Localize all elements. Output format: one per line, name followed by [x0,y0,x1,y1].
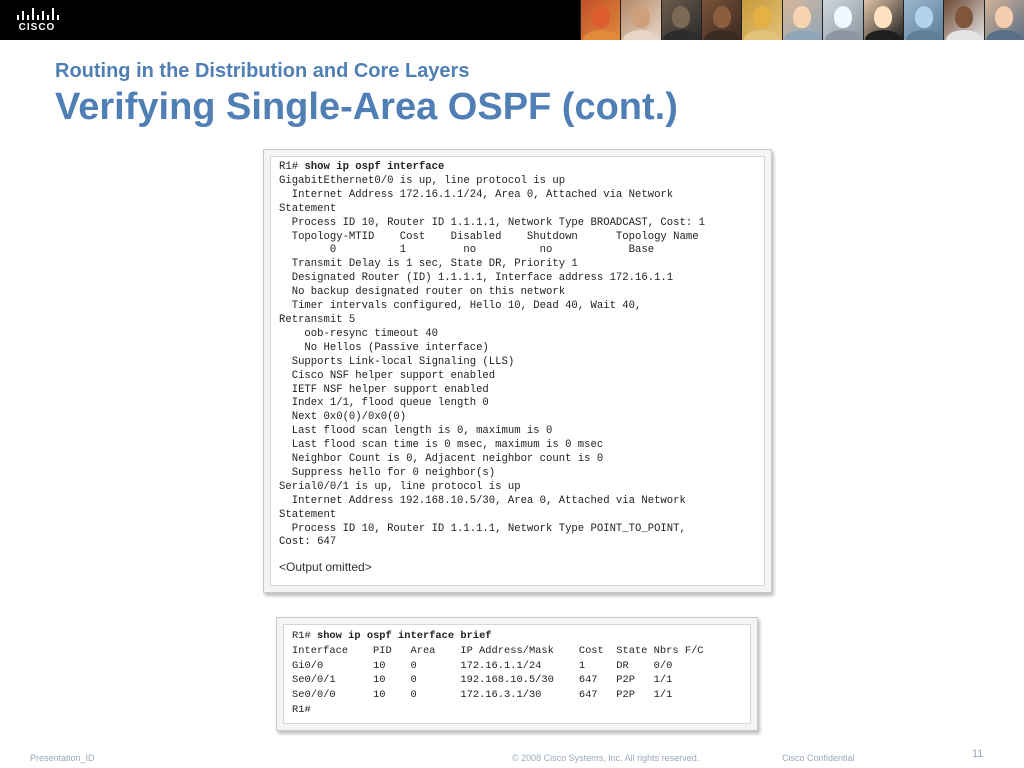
photo-face [753,6,771,28]
photo-face [995,6,1013,28]
photo-student-writing [822,0,862,40]
output-omitted-note: <Output omitted> [279,560,372,575]
footer-confidential: Cisco Confidential [782,753,855,763]
photo-shoulders [825,30,861,40]
photo-shoulders [704,30,740,40]
photo-texture-pattern [741,0,781,40]
footer-copyright: © 2008 Cisco Systems, Inc. All rights reserved. [512,753,700,763]
header-photo-strip [580,0,1024,40]
photo-face [632,6,650,28]
page-number: 11 [972,748,984,760]
photo-blue-scene [903,0,943,40]
photo-face [793,6,811,28]
terminal-ospf-interface [263,149,772,593]
photo-face [874,6,892,28]
cisco-logo-text: CISCO [18,22,56,33]
photo-girl-outdoors [782,0,822,40]
photo-shoulders [784,30,820,40]
photo-shoulders [583,30,619,40]
terminal-output-text: Interface PID Area IP Address/Mask Cost State Nbrs F/C Gi0/0 10 0 172.16.1.1/24 1 DR 0/0 Se0/0/1 10 0 192.168.10.5/30 647 P2P 1/1 Se0/0/0 10 0 172.16.3.1/30 647 P2P 1/1 [292,644,704,702]
photo-man-cap [984,0,1024,40]
terminal-end-prompt: R1# [292,703,311,716]
photo-shoulders [623,30,659,40]
footer-presentation-id: Presentation_ID [30,753,95,763]
terminal-prompt: R1# [279,161,305,173]
terminal-output-text: GigabitEthernet0/0 is up, line protocol is up Internet Address 172.16.1.1/24, Area 0, Attached via Network Statement Process ID 10, Router ID 1.1.1.1, Network Type BROADCAST, Cost: 1 Topology-MTID Cost Disabled Shutdown Topology Name 0 1 no no Base Transmit Delay is 1 sec, State DR, Priority 1 Designated Router (ID) 1.1.1.1, Interface address 172.16.1.1 No backup designated router on this network Timer intervals configured, Hello 10, Dead 40, Wait 40, Retransmit 5 oob-resync timeout 40 No Hellos (Passive interface) Supports Link-local Signaling (LLS) Cisco NSF helper support enabled IETF NSF helper support enabled Index 1/1, flood queue length 0 Next 0x0(0)/0x0(0) Last flood scan length is 0, maximum is 0 Last flood scan time is 0 msec, maximum is 0 msec Neighbor Count is 0, Adjacent neighbor count is 0 Suppress hello for 0 neighbor(s) Serial0/0/1 is up, line protocol is up Internet Address 192.168.10.5/30, Area 0, Attached via Network Statement Process ID 10, Router ID 1.1.1.1, Network Type POINT_TO_POINT, Cost: 647 [279,174,705,549]
terminal-prompt: R1# [292,630,317,642]
photo-woman-dark-hair [863,0,903,40]
header-banner [0,0,1024,40]
photo-man-glasses [661,0,701,40]
cisco-logo [14,5,64,35]
photo-face [592,6,610,28]
photo-shoulders [946,30,982,40]
photo-woman-smiling [620,0,660,40]
slide-title: Verifying Single-Area OSPF (cont.) [55,86,678,128]
terminal-ospf-interface-brief [276,617,758,731]
photo-shoulders [986,30,1022,40]
photo-shoulders [906,30,942,40]
photo-face [713,6,731,28]
terminal-body [283,624,751,724]
photo-face [834,6,852,28]
slide-subtitle: Routing in the Distribution and Core Layers [55,60,470,82]
terminal-output [292,629,742,718]
terminal-command: show ip ospf interface [304,161,445,173]
photo-man-smiling [943,0,983,40]
photo-shoulders [744,30,780,40]
photo-face [672,6,690,28]
photo-face [915,6,933,28]
photo-face [955,6,973,28]
photo-young-man [701,0,741,40]
photo-shoulders [865,30,901,40]
terminal-output [279,161,756,550]
cisco-bridge-icon [16,7,60,21]
terminal-command: show ip ospf interface brief [316,630,492,642]
photo-shoulders [663,30,699,40]
photo-autumn-leaves [580,0,620,40]
terminal-body [270,156,765,586]
